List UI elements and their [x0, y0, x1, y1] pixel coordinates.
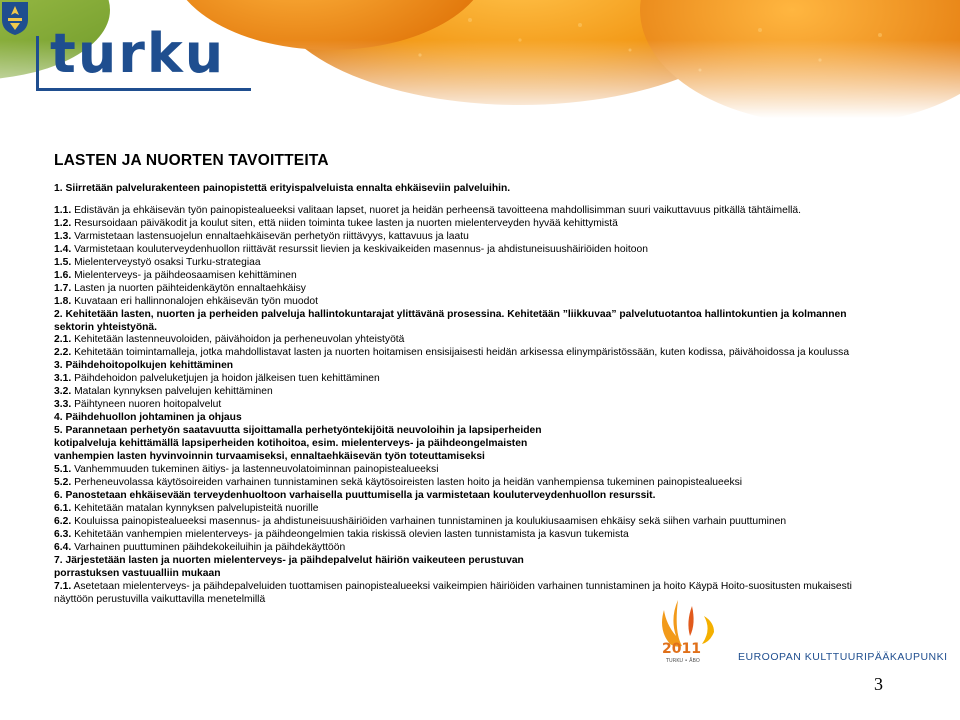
culture-sub: TURKU • ÅBO [666, 658, 700, 664]
header-banner [0, 0, 960, 118]
goal-text: Päihdehoitopolkujen kehittäminen [65, 360, 234, 372]
goal-number: 5. [54, 425, 63, 437]
goal-number: 2. [54, 308, 63, 320]
goal-text: Järjestetään lasten ja nuorten mielenterveys- ja päihdepalvelut häiriön vaikeuteen perustuvan [65, 554, 524, 566]
goal-text: Kehitetään lasten, nuorten ja perheiden palveluja hallintokuntarajat ylittävänä prosessina. Kehitetään ”liikkuvaa” palvelutuotantoa hallintokuntien ja kolmannen sektorin yhteistyönä. [54, 308, 847, 333]
goal-text: Siirretään palvelurakenteen painopistettä erityispalveluista ennalta ehkäiseviin palveluihin. [65, 183, 511, 194]
goal-item [54, 412, 884, 425]
goal-text: Matalan kynnyksen palvelujen kehittäminen [74, 386, 273, 398]
goal-text: Kehitetään matalan kynnyksen palvelupisteitä nuorille [74, 502, 319, 514]
goal-text: Päihtyneen nuoren hoitopalvelut [74, 399, 222, 411]
goal-item [54, 183, 884, 196]
culture-capital-flame-icon [652, 596, 732, 666]
goal-text: Lasten ja nuorten päihteidenkäytön ennaltaehkäisy [74, 282, 306, 294]
goal-text: porrastuksen vastuualliin mukaan [54, 567, 221, 579]
goal-text: Mielenterveys- ja päihdeosaamisen kehittäminen [74, 269, 297, 281]
goal-item [54, 386, 884, 399]
goal-item [54, 542, 884, 555]
goal-number: 3. [54, 360, 63, 372]
goal-number: 6. [54, 489, 63, 501]
goal-number: 1.3. [54, 230, 72, 242]
goal-number: 1.7. [54, 282, 72, 294]
goal-item [54, 334, 884, 347]
goal-number: 5.2. [54, 476, 72, 488]
goal-text: Varhainen puuttuminen päihdekokeiluihin ja päihdekäyttöön [74, 541, 346, 553]
goal-item [54, 516, 884, 529]
goal-item [54, 490, 884, 503]
goal-item [54, 296, 884, 309]
goal-number: 2.2. [54, 347, 72, 359]
goal-number: 6.4. [54, 541, 72, 553]
goal-item [54, 283, 884, 296]
goal-item [54, 503, 884, 516]
goal-text: Vanhemmuuden tukeminen äitiys- ja lastenneuvolatoiminnan painopistealueeksi [74, 464, 439, 476]
goal-text: Varmistetaan kouluterveydenhuollon riittävät resurssit lievien ja keskivaikeiden masennus- ja ahdistuneisuushäiriöiden hoitoon [74, 243, 648, 255]
goal-item [54, 438, 884, 451]
goal-text: Päihdehoidon palveluketjujen ja hoidon jälkeisen tuen kehittäminen [74, 373, 380, 385]
goal-text: vanhempien lasten hyvinvoinnin turvaamiseksi, ennaltaehkäisevän työn toteuttamiseksi [54, 451, 485, 463]
culture-year: 2011 [662, 641, 701, 657]
goal-text: Kuvataan eri hallinnonalojen ehkäisevän työn muodot [74, 295, 318, 307]
goal-text: kotipalveluja kehittämällä lapsiperheiden kotihoitoa, esim. mielenterveys- ja päihdeongelmaisten [54, 438, 528, 450]
goal-item [54, 205, 884, 218]
goal-number: 2.1. [54, 334, 72, 346]
goal-text: Resursoidaan päiväkodit ja koulut siten, että niiden toiminta tukee lasten ja nuorten mielenterveyden hyvää kehittymistä [74, 217, 618, 229]
goal-text: Kehitetään vanhempien mielenterveys- ja päihdeongelmien takia riskissä olevien lasten tunnistamista ja kasvun tukemista [74, 528, 629, 540]
goal-text: Perheneuvolassa käytösoireiden varhainen tunnistaminen sekä käytösoireisten lasten hoito ja heidän vanhempiensa tukeminen painopistealueeksi [74, 476, 743, 488]
slide-number: 3 [874, 674, 883, 694]
page-title: LASTEN JA NUORTEN TAVOITTEITA [54, 152, 329, 169]
goal-text: Kehitetään lastenneuvoloiden, päivähoidon ja perheneuvolan yhteistyötä [74, 334, 405, 346]
goals-list [54, 183, 884, 607]
goal-number: 3.2. [54, 386, 72, 398]
goal-number: 1. [54, 183, 63, 194]
goal-item [54, 347, 884, 360]
goal-text: Päihdehuollon johtaminen ja ohjaus [65, 412, 242, 424]
goal-text: Parannetaan perhetyön saatavuutta sijoittamalla perhetyöntekijöitä neuvoloihin ja lapsiperheiden [65, 425, 542, 437]
spacer [54, 196, 884, 205]
goal-text: Panostetaan ehkäisevään terveydenhuoltoon varhaisella puuttumisella ja varmistetaan kouluterveydenhuollon resurssit. [65, 489, 656, 501]
goal-number: 6.2. [54, 515, 72, 527]
goal-number: 5.1. [54, 464, 72, 476]
goal-item [54, 581, 884, 607]
goal-item [54, 568, 884, 581]
goal-item [54, 425, 884, 438]
goal-item [54, 399, 884, 412]
goal-number: 3.3. [54, 399, 72, 411]
goal-item [54, 231, 884, 244]
goal-item [54, 360, 884, 373]
goal-number: 6.1. [54, 502, 72, 514]
goal-number: 7.1. [54, 580, 72, 592]
goal-item [54, 244, 884, 257]
goal-text: Mielenterveystyö osaksi Turku-strategiaa [74, 256, 261, 268]
goal-text: Kehitetään toimintamalleja, jotka mahdollistavat lasten ja nuorten hoitamisen ensisijaisesti heidän arkisessa elinympäristössään, kuten kodissa, päivähoidossa ja koulussa [74, 347, 850, 359]
goal-item [54, 309, 884, 335]
goal-number: 1.5. [54, 256, 72, 268]
goal-number: 1.4. [54, 243, 72, 255]
goal-item [54, 555, 884, 568]
goal-number: 6.3. [54, 528, 72, 540]
goal-text: Varmistetaan lastensuojelun ennaltaehkäisevän perhetyön riittävyys, kattavuus ja laatu [74, 230, 469, 242]
goal-text: Asetetaan mielenterveys- ja päihdepalveluiden tuottamisen painopistealueeksi vaikeimpien häiriöiden varhainen tunnistaminen ja hoito Käypä Hoito-suositusten mukaisesti näyttöön perustuvilla vaikuttavilla menetelmillä [54, 580, 852, 605]
goal-text: Edistävän ja ehkäisevän työn painopistealueeksi valitaan lapset, nuoret ja heidän perheensä tavoitteena mahdollisimman suuri vaikuttavuus pitkällä tähtäimellä. [74, 204, 802, 216]
goal-number: 1.2. [54, 217, 72, 229]
goal-item [54, 451, 884, 464]
goal-item [54, 257, 884, 270]
turku-crest-icon [0, 0, 30, 36]
goal-item [54, 218, 884, 231]
goal-text: Kouluissa painopistealueeksi masennus- ja ahdistuneisuushäiriöiden varhainen tunnistaminen ja koulukiusaamisen ehkäisy sekä siihen varhain puuttuminen [74, 515, 787, 527]
culture-capital-text: EUROOPAN KULTTUURIPÄÄKAUPUNKI [738, 651, 948, 663]
goal-item [54, 270, 884, 283]
goal-number: 1.8. [54, 295, 72, 307]
goal-number: 7. [54, 554, 63, 566]
goal-item [54, 477, 884, 490]
goal-number: 1.1. [54, 204, 72, 216]
goal-number: 4. [54, 412, 63, 424]
goal-number: 3.1. [54, 373, 72, 385]
turku-logo-text: turku [50, 22, 226, 85]
goal-item [54, 464, 884, 477]
goal-item [54, 529, 884, 542]
slide-content [54, 152, 884, 607]
goal-item [54, 373, 884, 386]
goal-number: 1.6. [54, 269, 72, 281]
